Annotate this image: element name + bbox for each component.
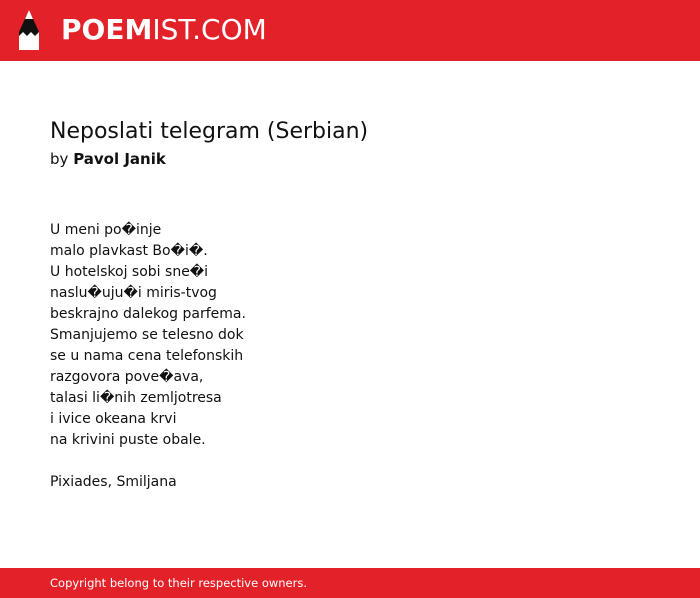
poem-line: talasi li�nih zemljotresa	[50, 390, 222, 406]
poem-line: U hotelskoj sobi sne�i	[50, 264, 209, 280]
poem-container	[50, 116, 650, 493]
poem-line: malo plavkast Bo�i�.	[50, 243, 208, 259]
translator-credit: Pixiades, Smiljana	[50, 474, 177, 490]
poem-line: beskrajno dalekog parfema.	[50, 306, 246, 322]
copyright-notice: Copyright belong to their respective owners.	[50, 576, 308, 590]
author-link[interactable]: Pavol Janik	[73, 150, 166, 168]
site-header	[0, 0, 700, 61]
poem-line: razgovora pove�ava,	[50, 369, 204, 385]
poem-title: Neposlati telegram (Serbian)	[50, 119, 369, 144]
poem-line: Smanjujemo se telesno dok	[50, 327, 244, 343]
brand-name	[61, 8, 267, 52]
pencil-icon	[17, 8, 41, 52]
site-footer	[0, 568, 700, 598]
stanza-break	[50, 451, 650, 472]
poem-byline	[50, 149, 650, 169]
poem-line: na krivini puste obale.	[50, 432, 206, 448]
brand-name-strong: POEM	[61, 13, 153, 46]
poem-line: se u nama cena telefonskih	[50, 348, 244, 364]
poem-line: naslu�uju�i miris-tvog	[50, 285, 217, 301]
poem-body	[50, 220, 650, 493]
poem-line: i ivice okeana krvi	[50, 411, 177, 427]
poem-line: U meni po�inje	[50, 222, 162, 238]
brand-name-light: IST.COM	[152, 13, 267, 46]
site-logo[interactable]	[17, 8, 267, 52]
by-label: by	[50, 150, 69, 168]
